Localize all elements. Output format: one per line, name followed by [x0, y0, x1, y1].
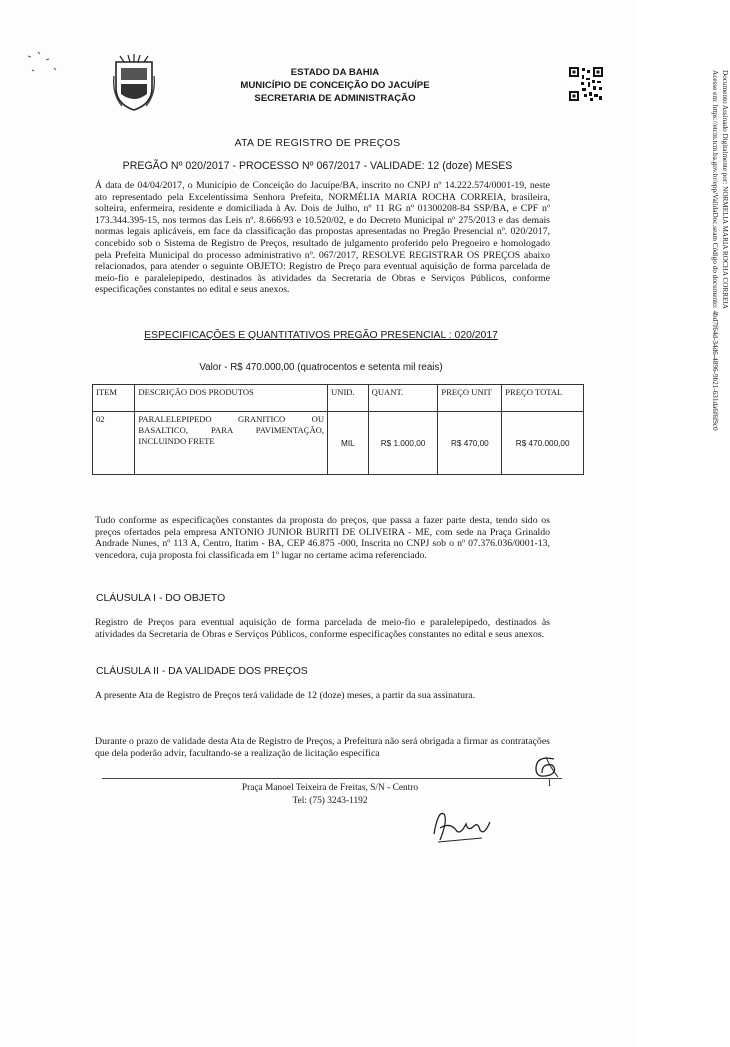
total-value-line: Valor - R$ 470.000,00 (quatrocentos e setenta mil reais)	[199, 362, 443, 373]
col-unit-price-header: PREÇO UNIT	[438, 385, 502, 412]
cell-item: 02	[93, 412, 135, 475]
col-total-price-header: PREÇO TOTAL	[502, 385, 584, 412]
document-subtitle: PREGÃO Nº 020/2017 - PROCESSO Nº 067/2017 - VALIDADE: 12 (doze) MESES	[122, 160, 513, 172]
table-header-row	[93, 385, 584, 412]
col-quantity-header: QUANT.	[368, 385, 438, 412]
initials-signature-icon	[528, 753, 562, 783]
footer-phone: Tel: (75) 3243-1192	[292, 796, 368, 806]
clause-1-text: Registro de Preços para eventual aquisição de forma parcelada de meio-fio e paralelepípedo, destinados às atividades da Secretaria de Obras e Serviços Públicos, conforme especificações constantes no edital e seus anexos.	[95, 617, 550, 640]
clause-2-title: CLÁUSULA II - DA VALIDADE DOS PREÇOS	[96, 666, 308, 677]
stamp-line-1: Documento Assinado Digitalmente por: NORMELIA MARIA ROCHA CORREIA	[721, 70, 729, 309]
scan-specks-icon	[24, 48, 64, 88]
letterhead	[215, 66, 455, 105]
col-unit-header: UNID.	[328, 385, 369, 412]
col-description-header: DESCRIÇÃO DOS PRODUTOS	[135, 385, 328, 412]
page-mark: I	[548, 778, 551, 788]
digital-signature-stamp	[710, 70, 730, 590]
proposal-paragraph: Tudo conforme as especificações constantes da proposta do preços, que passa a fazer parte desta, tendo sido os preços ofertados pela empresa ANTONIO JUNIOR BURITI DE OLIVEIRA - ME, com sede na Praça Grinaldo Andrade Nunes, nº 113 A, Centro, Itatim - BA, CEP 46.875 -000, Inscrita no CNPJ sob o nº 07.376.036/0001-13, vencedora, cuja proposta foi classificada em 1º lugar no certame acima referenciado.	[95, 515, 550, 561]
intro-paragraph: Á data de 04/04/2017, o Município de Conceição do Jacuípe/BA, inscrito no CNPJ nº 14.222.574/0001-19, neste ato representado pela Excelentíssima Senhora Prefeita, NORMÉLIA MARIA ROCHA CORREIA, brasileira, solteira, enfermeira, residente e domiciliada à Av. Dois de Julho, nº 11 RG nº 01300208-84 SSP/BA, e CPF nº 173.344.395-15, nos termos das Leis nº. 8.666/93 e 10.520/02, e do Decreto Municipal nº 275/2013 e das demais normas legais aplicáveis, em face da classificação das propostas apresentadas no Pregão Presencial nº. 020/2017, concebido sob o Sistema de Registro de Preços, resultado de julgamento proferido pelo Pregoeiro e homologado pela Prefeita Municipal do processo administrativo nº. 067/2017, RESOLVE REGISTRAR OS PREÇOS abaixo relacionados, para atender o seguinte OBJETO: Registro de Preço para eventual aquisição de forma parcelada de meio-fio e paralelepípedo, destinados às atividades da Secretaria de Obras e Serviços Públicos, conforme especificações constantes no edital e seus anexos.	[95, 180, 550, 296]
cell-total-price: R$ 470.000,00	[502, 412, 584, 475]
municipal-crest-icon	[112, 54, 156, 114]
stamp-line-2: Acesse em: https://etcm.tcm.ba.gov.br/epp/ValidaDoc.seam Código do documento: 4bd7f64d-34d6-4896-9b21-631da6f6f9c0	[711, 70, 719, 431]
cell-quantity: R$ 1.000,00	[368, 412, 438, 475]
handwritten-signature-icon	[428, 800, 500, 846]
col-item-header: ITEM	[93, 385, 135, 412]
clause-1-title: CLÁUSULA I - DO OBJETO	[96, 593, 226, 604]
qr-code-icon	[568, 66, 604, 102]
cell-unit-price: R$ 470,00	[438, 412, 502, 475]
clause-2-text-1: A presente Ata de Registro de Preços terá validade de 12 (doze) meses, a partir da sua assinatura.	[95, 690, 476, 701]
clause-2-text-2: Durante o prazo de validade desta Ata de Registro de Preços, a Prefeitura não será obrigada a firmar as contratações que dela poderão advir, facultando-se a realização de licitação específica	[95, 736, 550, 759]
specifications-heading: ESPECIFICAÇÕES E QUANTITATIVOS PREGÃO PRESENCIAL : 020/2017	[144, 330, 498, 341]
header-municipality: MUNICÍPIO DE CONCEIÇÃO DO JACUÍPE	[240, 80, 430, 91]
cell-unit: MIL	[328, 412, 369, 475]
items-table	[92, 384, 584, 475]
footer-address: Praça Manoel Teixeira de Freitas, S/N - Centro	[241, 783, 419, 793]
header-state: ESTADO DA BAHIA	[290, 67, 380, 78]
header-department: SECRETARIA DE ADMINISTRAÇÃO	[254, 93, 416, 104]
footer-divider	[102, 778, 562, 779]
document-title: ATA DE REGISTRO DE PREÇOS	[234, 137, 401, 149]
cell-description: PARALELEPIPEDO GRANITICO OU BASALTICO, PARA PAVIMENTAÇÃO, INCLUINDO FRETE	[135, 412, 328, 475]
table-row	[93, 412, 584, 475]
